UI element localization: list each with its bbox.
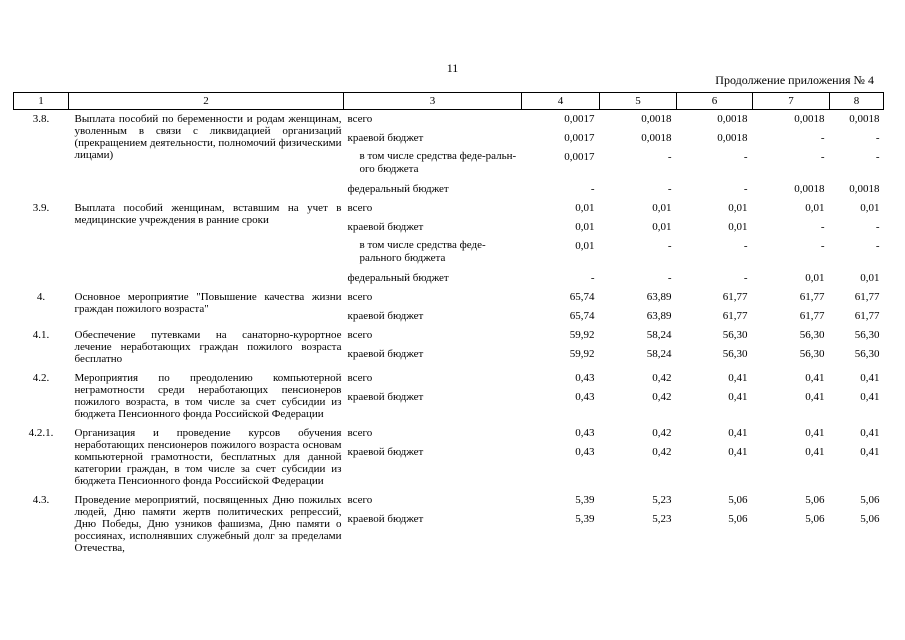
year-value-column bbox=[677, 491, 753, 558]
amount-value: - bbox=[667, 151, 672, 163]
header-cell: 6 bbox=[677, 93, 753, 110]
amount-value: 0,41 bbox=[805, 446, 825, 458]
year-value-column bbox=[753, 369, 830, 424]
header-cell: 2 bbox=[69, 93, 344, 110]
amount-value: 0,01 bbox=[575, 202, 595, 214]
funding-source-label: краевой бюджет bbox=[347, 310, 424, 322]
year-value-column bbox=[830, 288, 884, 326]
amount-value: 0,42 bbox=[652, 391, 672, 403]
funding-source-label: всего bbox=[347, 202, 373, 214]
funding-source-list bbox=[344, 369, 522, 424]
amount-value: 63,89 bbox=[646, 310, 672, 322]
row-number: 4.2. bbox=[32, 372, 50, 384]
amount-value: - bbox=[743, 183, 748, 195]
year-value-column bbox=[600, 326, 677, 369]
amount-value: 5,06 bbox=[728, 494, 748, 506]
amount-value: 61,77 bbox=[799, 291, 825, 303]
amount-value: 5,23 bbox=[652, 494, 672, 506]
amount-value: 0,0017 bbox=[564, 151, 595, 163]
amount-value: 56,30 bbox=[722, 329, 748, 341]
year-value-column bbox=[677, 288, 753, 326]
header-cell: 4 bbox=[522, 93, 600, 110]
amount-value: - bbox=[667, 240, 672, 252]
amount-value: 56,30 bbox=[854, 329, 880, 341]
funding-source-label: федеральный бюджет bbox=[347, 272, 449, 284]
amount-value: 5,06 bbox=[728, 513, 748, 525]
funding-source-list bbox=[344, 326, 522, 369]
amount-value: 5,39 bbox=[575, 494, 595, 506]
header-cell: 7 bbox=[753, 93, 830, 110]
activity-name: Мероприятия по преодолению компьютерной неграмотности среди неработающих пенсионеров пожилого возраста, в том числе за счет субсидии из бюджета Пенсионного фонда Российской Федерации bbox=[74, 372, 342, 420]
year-value-column bbox=[830, 326, 884, 369]
amount-value: 56,30 bbox=[854, 348, 880, 360]
activity-name: Организация и проведение курсов обучения неработающих пенсионеров пожилого возраста основам компьютерной грамотности, бесплатных для данной категории граждан, в том числе за счет субсидии из бюджета Пенсионного фонда Российской Федерации bbox=[74, 427, 342, 487]
amount-value: - bbox=[875, 151, 880, 163]
amount-value: 0,41 bbox=[805, 427, 825, 439]
amount-value: 0,01 bbox=[728, 202, 748, 214]
amount-value: 58,24 bbox=[646, 329, 672, 341]
row-number: 4.3. bbox=[32, 494, 50, 506]
amount-value: 0,01 bbox=[652, 221, 672, 233]
amount-value: 0,0018 bbox=[794, 183, 825, 195]
funding-source-list bbox=[344, 110, 522, 200]
year-value-column bbox=[830, 110, 884, 200]
amount-value: 5,39 bbox=[575, 513, 595, 525]
amount-value: - bbox=[667, 183, 672, 195]
amount-value: 0,43 bbox=[575, 427, 595, 439]
year-value-column bbox=[830, 424, 884, 491]
table-header-row bbox=[14, 93, 884, 110]
amount-value: 0,41 bbox=[860, 446, 880, 458]
year-value-column bbox=[600, 110, 677, 200]
amount-value: 0,0017 bbox=[564, 113, 595, 125]
amount-value: 63,89 bbox=[646, 291, 672, 303]
amount-value: 0,42 bbox=[652, 372, 672, 384]
year-value-column bbox=[753, 288, 830, 326]
year-value-column bbox=[830, 369, 884, 424]
funding-source-label: краевой бюджет bbox=[347, 221, 424, 233]
funding-source-label: краевой бюджет bbox=[347, 513, 424, 525]
amount-value: - bbox=[743, 151, 748, 163]
table-row bbox=[14, 369, 884, 424]
year-value-column bbox=[600, 424, 677, 491]
year-value-column bbox=[753, 424, 830, 491]
amount-value: 0,43 bbox=[575, 391, 595, 403]
activity-name: Выплата пособий женщинам, вставшим на учет в медицинские учреждения в ранние сроки bbox=[74, 202, 342, 226]
amount-value: - bbox=[743, 272, 748, 284]
amount-value: 0,41 bbox=[805, 372, 825, 384]
year-value-column bbox=[830, 491, 884, 558]
amount-value: 0,0018 bbox=[849, 183, 880, 195]
funding-source-label: всего bbox=[347, 113, 373, 125]
amount-value: - bbox=[820, 240, 825, 252]
activity-name: Обеспечение путевками на санаторно-курортное лечение неработающих граждан пожилого возраста бесплатно bbox=[74, 329, 342, 365]
funding-source-label: федеральный бюджет bbox=[347, 183, 449, 195]
funding-source-label: краевой бюджет bbox=[347, 446, 424, 458]
funding-source-label: всего bbox=[347, 372, 373, 384]
amount-value: 0,0017 bbox=[564, 132, 595, 144]
table-row bbox=[14, 288, 884, 326]
amount-value: 0,0018 bbox=[641, 113, 672, 125]
amount-value: 61,77 bbox=[854, 310, 880, 322]
year-value-column bbox=[522, 326, 600, 369]
header-cell: 1 bbox=[14, 93, 69, 110]
amount-value: 0,0018 bbox=[849, 113, 880, 125]
funding-source-list bbox=[344, 199, 522, 288]
header-cell: 5 bbox=[600, 93, 677, 110]
amount-value: - bbox=[875, 132, 880, 144]
amount-value: 59,92 bbox=[569, 329, 595, 341]
amount-value: 0,43 bbox=[575, 446, 595, 458]
activity-name: Выплата пособий по беременности и родам женщинам, уволенным в связи с ликвидацией организаций (прекращением деятельности, полномочий физическими лицами) bbox=[74, 113, 342, 161]
table-row bbox=[14, 424, 884, 491]
amount-value: - bbox=[820, 132, 825, 144]
year-value-column bbox=[677, 199, 753, 288]
table-row bbox=[14, 491, 884, 558]
year-value-column bbox=[830, 199, 884, 288]
row-number: 3.8. bbox=[32, 113, 50, 125]
amount-value: 0,42 bbox=[652, 446, 672, 458]
year-value-column bbox=[600, 369, 677, 424]
amount-value: 0,43 bbox=[575, 372, 595, 384]
year-value-column bbox=[522, 491, 600, 558]
amount-value: - bbox=[820, 151, 825, 163]
amount-value: 0,41 bbox=[860, 391, 880, 403]
year-value-column bbox=[677, 424, 753, 491]
amount-value: 0,0018 bbox=[717, 113, 748, 125]
amount-value: 59,92 bbox=[569, 348, 595, 360]
table-row bbox=[14, 110, 884, 200]
amount-value: 5,06 bbox=[805, 513, 825, 525]
funding-source-list bbox=[344, 491, 522, 558]
amount-value: 0,01 bbox=[860, 202, 880, 214]
header-cell: 3 bbox=[344, 93, 522, 110]
amount-value: 0,01 bbox=[805, 202, 825, 214]
row-number: 4.2.1. bbox=[28, 427, 54, 439]
amount-value: 58,24 bbox=[646, 348, 672, 360]
amount-value: - bbox=[820, 221, 825, 233]
amount-value: 56,30 bbox=[799, 348, 825, 360]
year-value-column bbox=[753, 491, 830, 558]
funding-source-label: краевой бюджет bbox=[347, 391, 424, 403]
amount-value: 61,77 bbox=[799, 310, 825, 322]
amount-value: 61,77 bbox=[854, 291, 880, 303]
year-value-column bbox=[753, 199, 830, 288]
amount-value: 5,06 bbox=[805, 494, 825, 506]
year-value-column bbox=[753, 326, 830, 369]
appendix-continuation-label: Продолжение приложения № 4 bbox=[715, 73, 874, 87]
amount-value: 0,01 bbox=[575, 221, 595, 233]
funding-source-list bbox=[344, 424, 522, 491]
year-value-column bbox=[677, 369, 753, 424]
amount-value: 61,77 bbox=[722, 291, 748, 303]
funding-source-label: краевой бюджет bbox=[347, 132, 424, 144]
amount-value: 0,01 bbox=[805, 272, 825, 284]
amount-value: 0,41 bbox=[728, 427, 748, 439]
table-row bbox=[14, 199, 884, 288]
year-value-column bbox=[522, 110, 600, 200]
funding-source-label: в том числе средства феде-рального бюджета bbox=[359, 239, 486, 264]
amount-value: - bbox=[875, 240, 880, 252]
amount-value: 56,30 bbox=[722, 348, 748, 360]
table-row bbox=[14, 326, 884, 369]
amount-value: 0,41 bbox=[728, 372, 748, 384]
year-value-column bbox=[522, 199, 600, 288]
year-value-column bbox=[600, 288, 677, 326]
amount-value: - bbox=[875, 221, 880, 233]
amount-value: 65,74 bbox=[569, 291, 595, 303]
amount-value: 0,0018 bbox=[794, 113, 825, 125]
activity-name: Проведение мероприятий, посвященных Дню пожилых людей, Дню памяти жертв политических репрессий, Дню Победы, Дню узников фашизма, Дню памяти о россиянах, исполнявших служебный долг за пределами Отечества, bbox=[74, 494, 342, 554]
amount-value: 0,01 bbox=[728, 221, 748, 233]
funding-source-label: всего bbox=[347, 291, 373, 303]
amount-value: 0,01 bbox=[652, 202, 672, 214]
amount-value: - bbox=[743, 240, 748, 252]
funding-source-label: всего bbox=[347, 427, 373, 439]
amount-value: 0,01 bbox=[860, 272, 880, 284]
amount-value: 0,41 bbox=[728, 446, 748, 458]
amount-value: 5,06 bbox=[860, 494, 880, 506]
header-cell: 8 bbox=[830, 93, 884, 110]
year-value-column bbox=[600, 491, 677, 558]
year-value-column bbox=[522, 424, 600, 491]
amount-value: 0,41 bbox=[805, 391, 825, 403]
year-value-column bbox=[522, 369, 600, 424]
amount-value: 5,06 bbox=[860, 513, 880, 525]
amount-value: 0,42 bbox=[652, 427, 672, 439]
amount-value: 0,41 bbox=[860, 372, 880, 384]
amount-value: - bbox=[590, 272, 595, 284]
funding-source-label: всего bbox=[347, 329, 373, 341]
budget-table bbox=[13, 92, 884, 558]
row-number: 4.1. bbox=[32, 329, 50, 341]
funding-source-label: в том числе средства феде-рального бюджета bbox=[359, 150, 517, 175]
funding-source-label: всего bbox=[347, 494, 373, 506]
year-value-column bbox=[600, 199, 677, 288]
amount-value: 0,01 bbox=[575, 240, 595, 252]
year-value-column bbox=[677, 110, 753, 200]
amount-value: 0,0018 bbox=[717, 132, 748, 144]
funding-source-list bbox=[344, 288, 522, 326]
row-number: 3.9. bbox=[32, 202, 50, 214]
amount-value: 56,30 bbox=[799, 329, 825, 341]
year-value-column bbox=[522, 288, 600, 326]
amount-value: 0,41 bbox=[728, 391, 748, 403]
amount-value: 5,23 bbox=[652, 513, 672, 525]
year-value-column bbox=[677, 326, 753, 369]
year-value-column bbox=[753, 110, 830, 200]
amount-value: 61,77 bbox=[722, 310, 748, 322]
funding-source-label: краевой бюджет bbox=[347, 348, 424, 360]
amount-value: - bbox=[667, 272, 672, 284]
amount-value: 65,74 bbox=[569, 310, 595, 322]
amount-value: - bbox=[590, 183, 595, 195]
table-body bbox=[14, 110, 884, 559]
row-number: 4. bbox=[36, 291, 46, 303]
activity-name: Основное мероприятие "Повышение качества жизни граждан пожилого возраста" bbox=[74, 291, 342, 315]
page-number: 11 bbox=[446, 61, 459, 75]
amount-value: 0,0018 bbox=[641, 132, 672, 144]
amount-value: 0,41 bbox=[860, 427, 880, 439]
